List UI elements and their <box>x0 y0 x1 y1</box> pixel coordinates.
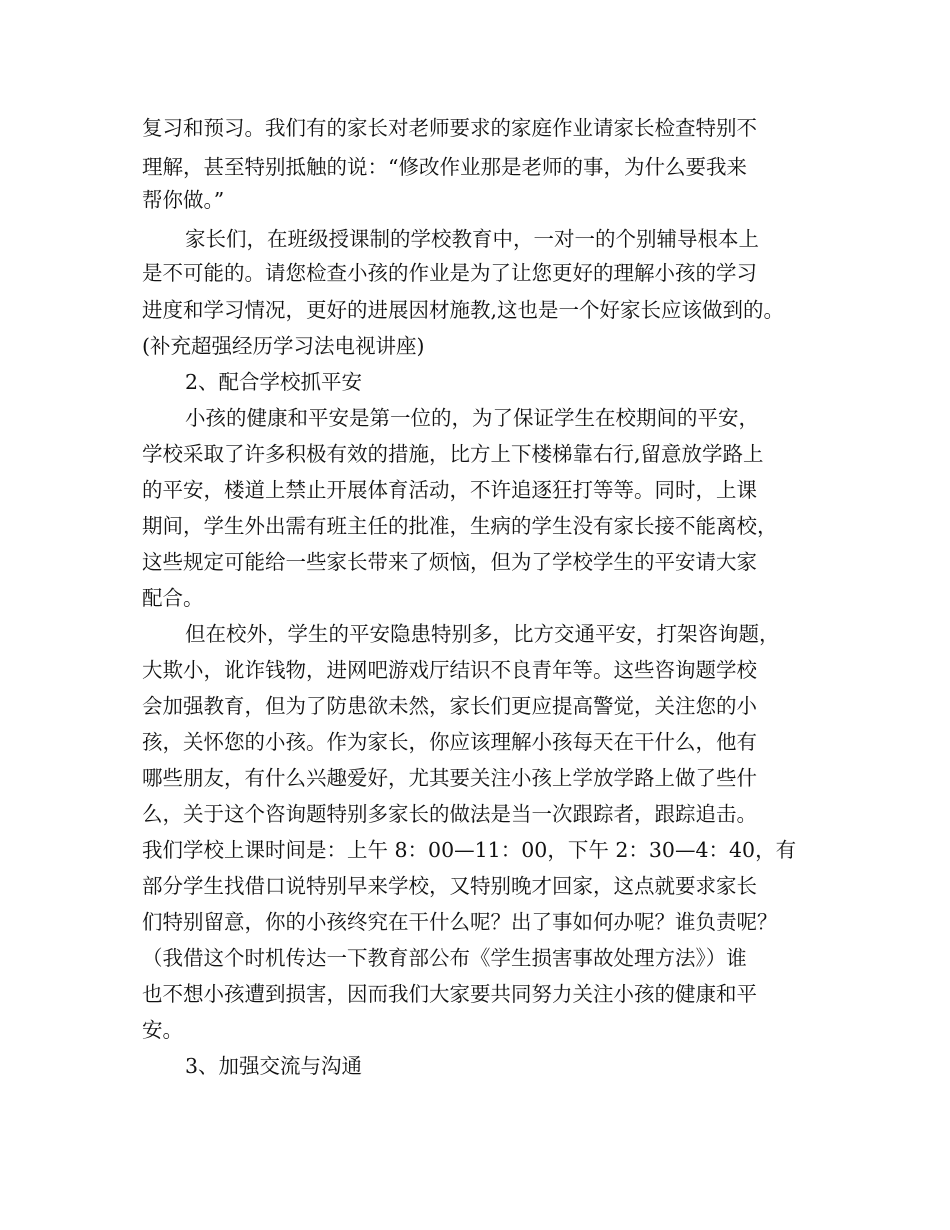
text-line: 这些规定可能给一些家长带来了烦恼，但为了学校学生的平安请大家 <box>142 550 757 574</box>
text-line: （我借这个时机传达一下教育部公布《学生损害事故处理方法》）谁 <box>142 946 747 970</box>
text-line: 安。 <box>142 1018 183 1042</box>
text-line: 我们学校上课时间是：上午 8：00—11：00，下午 2：30—4：40，有 <box>142 838 797 862</box>
text-line: 是不可能的。请您检查小孩的作业是为了让您更好的理解小孩的学习 <box>142 261 757 285</box>
section-heading: 2、配合学校抓平安 <box>185 370 363 394</box>
text-line: 部分学生找借口说特别早来学校，又特别晚才回家，这点就要求家长 <box>142 874 757 898</box>
text-line: (补充超强经历学习法电视讲座) <box>142 334 425 358</box>
paragraph-first-line: 但在校外，学生的平安隐患特别多，比方交通平安，打架咨询题， <box>185 622 780 646</box>
text-line: 们特别留意，你的小孩终究在干什么呢？出了事如何办呢？谁负责呢？ <box>142 910 778 934</box>
text-line: 哪些朋友，有什么兴趣爱好，尤其要关注小孩上学放学路上做了些什 <box>142 766 757 790</box>
text-line: 大欺小，讹诈钱物，进网吧游戏厅结识不良青年等。这些咨询题学校 <box>142 658 757 682</box>
text-line: 理解，甚至特别抵触的说：“修改作业那是老师的事，为什么要我来 <box>142 155 747 179</box>
text-line: 么，关于这个咨询题特别多家长的做法是当一次跟踪者，跟踪追击。 <box>142 802 757 826</box>
text-line: 期间，学生外出需有班主任的批准，生病的学生没有家长接不能离校， <box>142 514 778 538</box>
text-line: 帮你做。” <box>142 188 225 212</box>
text-line: 会加强教育，但为了防患欲未然，家长们更应提高警觉，关注您的小 <box>142 694 757 718</box>
text-line: 配合。 <box>142 586 204 610</box>
text-line: 孩，关怀您的小孩。作为家长，你应该理解小孩每天在干什么，他有 <box>142 730 757 754</box>
text-line: 进度和学习情况，更好的进展因材施教,这也是一个好家长应该做到的。 <box>142 298 785 322</box>
text-line: 也不想小孩遭到损害，因而我们大家要共同努力关注小孩的健康和平 <box>142 982 757 1006</box>
section-heading: 3、加强交流与沟通 <box>185 1054 363 1078</box>
text-line: 复习和预习。我们有的家长对老师要求的家庭作业请家长检查特别不 <box>142 116 757 140</box>
text-line: 的平安，楼道上禁止开展体育活动，不许追逐狂打等等。同时，上课 <box>142 478 757 502</box>
paragraph-first-line: 小孩的健康和平安是第一位的，为了保证学生在校期间的平安， <box>185 406 759 430</box>
text-line: 学校采取了许多积极有效的措施，比方上下楼梯靠右行,留意放学路上 <box>142 442 764 466</box>
paragraph-first-line: 家长们，在班级授课制的学校教育中，一对一的个别辅导根本上 <box>185 227 759 251</box>
